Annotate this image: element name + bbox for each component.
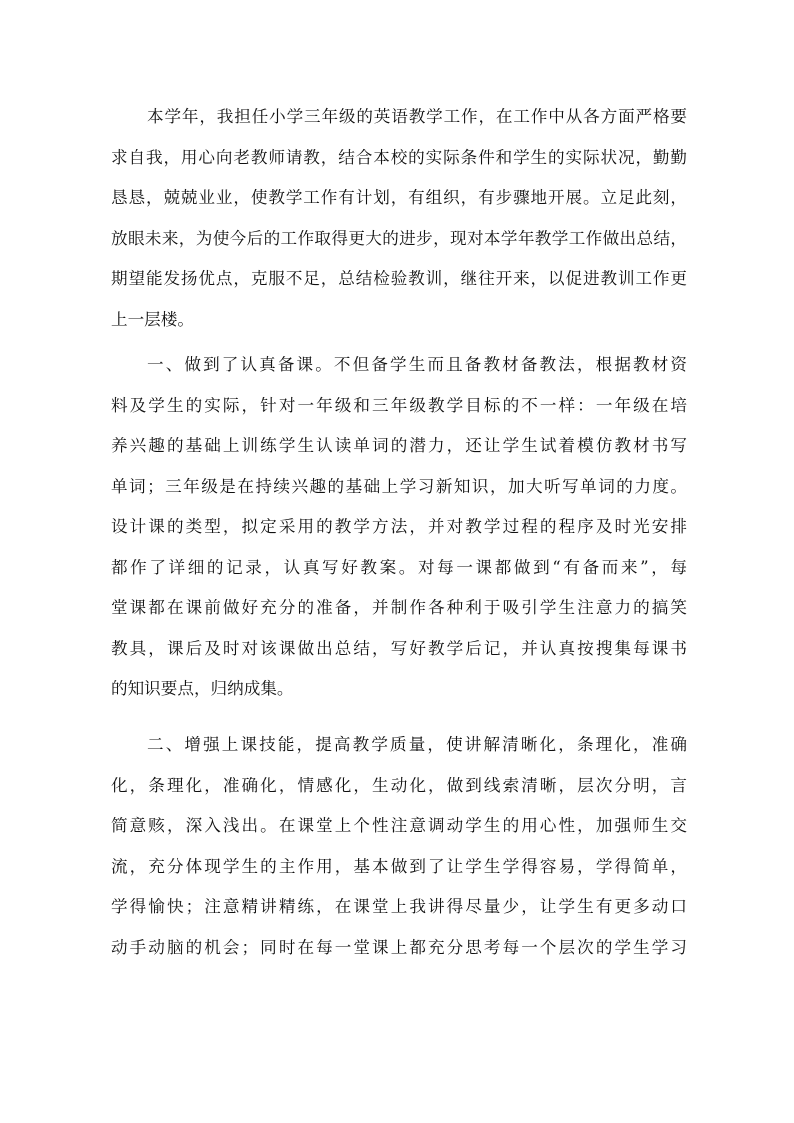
paragraph-2	[111, 345, 687, 710]
paragraph-1-line-6: 上一层楼。	[111, 309, 194, 329]
paragraph-3-line-3: 简意赅，深入浅出。在课堂上个性注意调动学生的用心性，加强师生交	[111, 816, 687, 835]
paragraph-2-line-8: 教具，课后及时对该课做出总结，写好教学后记，并认真按搜集每课书	[111, 638, 687, 658]
paragraph-2-line-6: 都作了详细的记录，认真写好教案。对每一课都做到“有备而来”，每	[111, 557, 687, 577]
paragraph-1-line-4: 放眼未来，为使今后的工作取得更大的进步，现对本学年教学工作做出总结，	[111, 228, 687, 248]
paragraph-3-line-5: 学得愉快；注意精讲精练，在课堂上我讲得尽量少，让学生有更多动口	[111, 897, 687, 916]
paragraph-1-line-5: 期望能发扬优点，克服不足，总结检验教训，继往开来，以促进教训工作更	[111, 269, 687, 288]
paragraph-1	[111, 97, 687, 340]
paragraph-2-line-2: 料及学生的实际，针对一年级和三年级教学目标的不一样：一年级在培	[111, 395, 687, 415]
paragraph-3-line-2: 化，条理化，准确化，情感化，生动化，做到线索清晰，层次分明，言	[111, 775, 687, 795]
paragraph-2-line-9: 的知识要点，归纳成集。	[111, 679, 294, 698]
paragraph-2-line-3: 养兴趣的基础上训练学生认读单词的潜力，还让学生试着模仿教材书写	[111, 436, 687, 455]
paragraph-3-line-6: 动手动脑的机会；同时在每一堂课上都充分思考每一个层次的学生学习	[111, 937, 687, 957]
paragraph-3-line-1: 二、增强上课技能，提高教学质量，使讲解清晰化，条理化，准确	[147, 735, 687, 754]
paragraph-1-line-1: 本学年，我担任小学三年级的英语教学工作，在工作中从各方面严格要	[147, 107, 687, 126]
paragraph-3	[111, 725, 687, 968]
paragraph-2-line-4: 单词；三年级是在持续兴趣的基础上学习新知识，加大听写单词的力度。	[111, 476, 687, 496]
paragraph-2-line-7: 堂课都在课前做好充分的准备，并制作各种利于吸引学生注意力的搞笑	[111, 598, 687, 617]
paragraph-3-line-4: 流，充分体现学生的主作用，基本做到了让学生学得容易，学得简单，	[111, 856, 687, 876]
paragraph-2-line-1: 一、做到了认真备课。不但备学生而且备教材备教法，根据教材资	[147, 355, 687, 374]
paragraph-1-line-2: 求自我，用心向老教师请教，结合本校的实际条件和学生的实际状况，勤勤	[111, 147, 687, 167]
paragraph-2-line-5: 设计课的类型，拟定采用的教学方法，并对教学过程的程序及时光安排	[111, 517, 687, 536]
paragraph-1-line-3: 恳恳，兢兢业业，使教学工作有计划，有组织，有步骤地开展。立足此刻，	[111, 188, 687, 207]
